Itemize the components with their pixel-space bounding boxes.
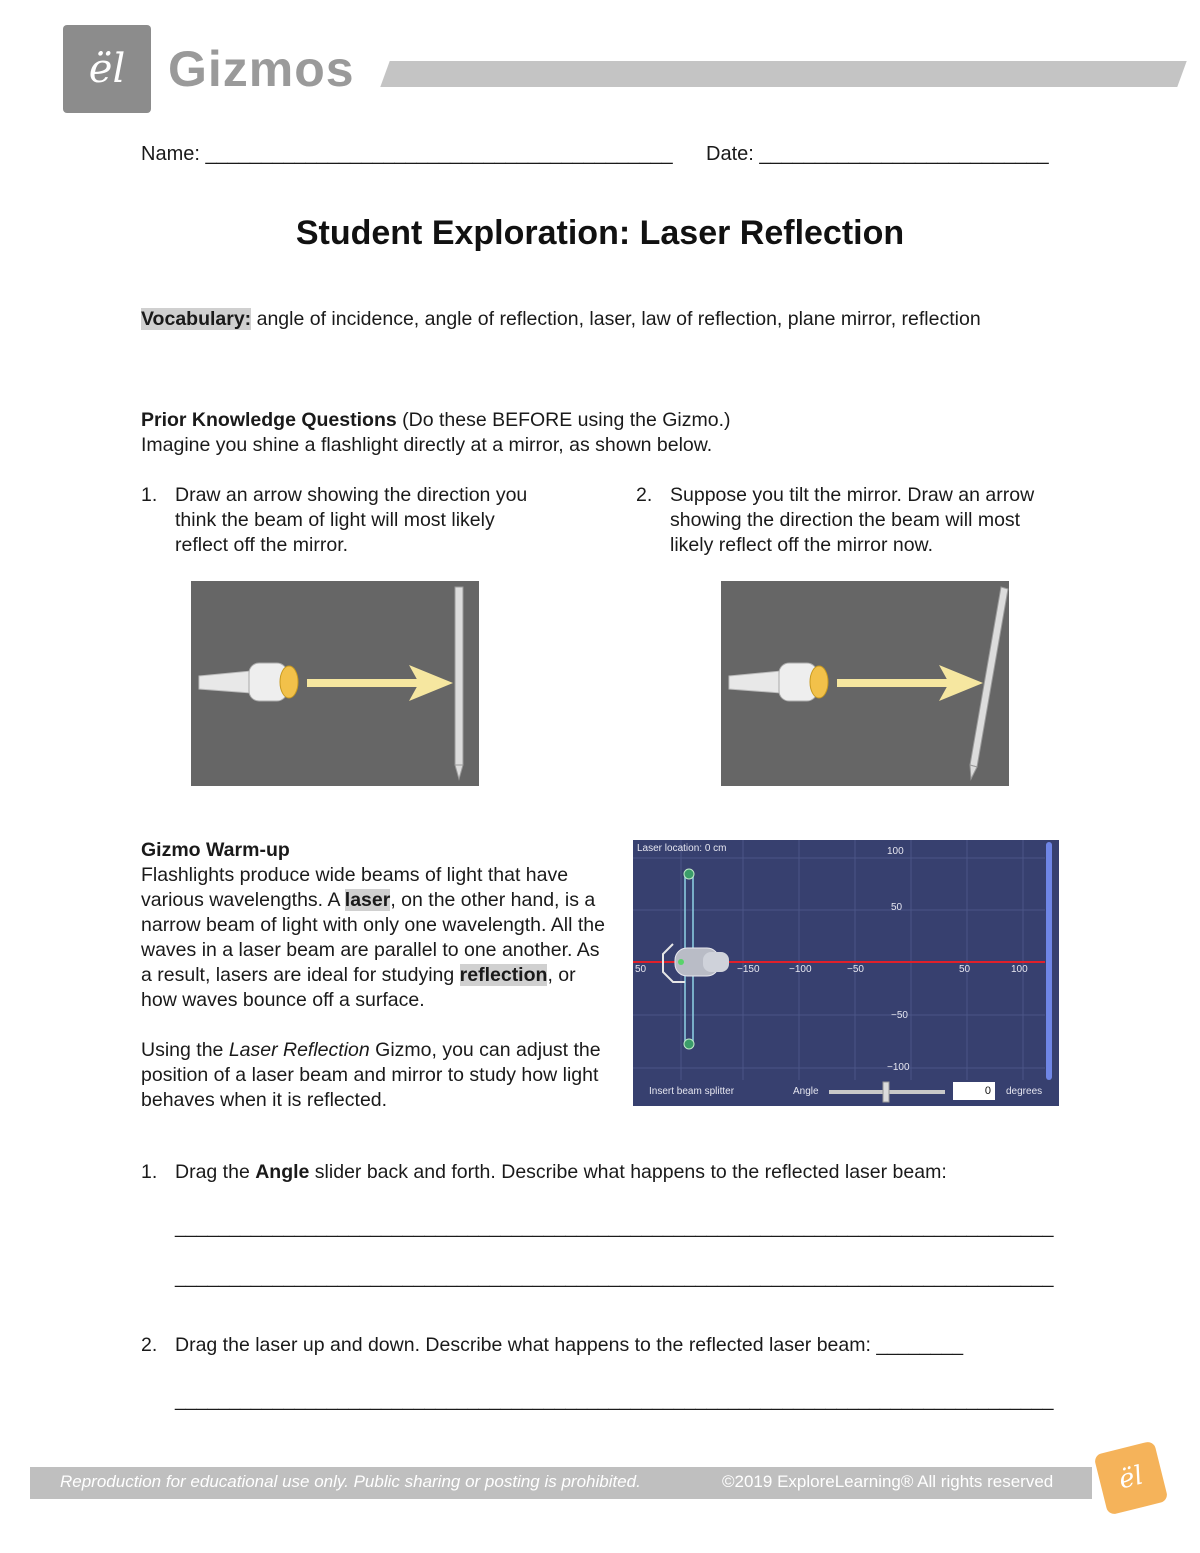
q2-answer-line[interactable]: _________________________________________________________________________________ — [175, 1389, 1054, 1411]
header-bar — [380, 61, 1186, 87]
x-tick-1: 50 — [635, 964, 647, 975]
prior-intro: Imagine you shine a flashlight directly at a mirror, as shown below. — [141, 434, 713, 456]
angle-slider[interactable] — [829, 1082, 945, 1102]
gizmos-wordmark: Gizmos — [168, 41, 355, 97]
prior-q2-number: 2. — [636, 484, 653, 506]
footer-notice: Reproduction for educational use only. Public sharing or posting is prohibited. — [60, 1472, 641, 1491]
vocabulary-label: Vocabulary: — [141, 308, 252, 330]
footer-copyright: ©2019 ExploreLearning® All rights reserved — [722, 1472, 1054, 1491]
name-field — [141, 143, 673, 166]
y-tick-50: 50 — [891, 902, 903, 913]
laser-holder[interactable] — [663, 869, 729, 1049]
vocabulary-text: angle of incidence, angle of reflection, laser, law of reflection, plane mirror, reflection — [251, 308, 981, 330]
prior-q1-text: Draw an arrow showing the direction you think the beam of light will most likely reflect off the mirror. — [175, 484, 528, 556]
warmup-question-1 — [141, 1160, 1041, 1185]
prior-heading-note: (Do these BEFORE using the Gizmo.) — [396, 409, 731, 431]
q2-text: Drag the laser up and down. Describe what happens to the reflected laser beam: ________ — [175, 1334, 964, 1356]
prior-knowledge — [141, 408, 1061, 458]
warmup-paragraph-2: Using the Laser Reflection Gizmo, you can adjust the position of a laser beam and mirror to study how light behaves when it is reflected. — [141, 1039, 601, 1111]
x-tick-5: 50 — [959, 964, 971, 975]
x-tick-4: −50 — [847, 964, 864, 975]
page-title: Student Exploration: Laser Reflection — [295, 214, 905, 252]
prior-q1-number: 1. — [141, 484, 158, 506]
angle-unit: degrees — [1006, 1086, 1043, 1097]
explorelearning-logo: ël — [63, 25, 151, 113]
angle-input[interactable]: 0 — [953, 1082, 995, 1100]
q2-number: 2. — [141, 1334, 158, 1356]
flashlight-tilted-mirror-figure — [721, 581, 1009, 786]
q1-text: Drag the Angle slider back and forth. Describe what happens to the reflected laser beam: — [175, 1161, 947, 1183]
term-reflection: reflection — [459, 964, 548, 986]
warmup-paragraph-1: Flashlights produce wide beams of light that have various wavelengths. A laser, on the other hand, is a narrow beam of light with only one wavelength. All the waves in a laser beam are parallel to one another. As a result, lasers are ideal for studying reflection, or how waves bounce off a surface. — [141, 864, 605, 1011]
footer-logo: ël — [1093, 1440, 1168, 1515]
q1-number: 1. — [141, 1161, 158, 1183]
prior-question-2 — [636, 483, 1056, 558]
q1-answer-line-1[interactable]: _________________________________________________________________________________ — [175, 1216, 1054, 1238]
x-tick-2: −150 — [737, 964, 760, 975]
laser-location-readout: Laser location: 0 cm — [637, 843, 727, 854]
x-tick-6: 100 — [1011, 964, 1028, 975]
flashlight-straight-mirror-figure — [191, 581, 479, 786]
warmup-section — [141, 838, 611, 1113]
prior-heading: Prior Knowledge Questions — [141, 409, 397, 431]
prior-question-1 — [141, 483, 541, 558]
x-tick-3: −100 — [789, 964, 812, 975]
prior-q2-text: Suppose you tilt the mirror. Draw an arrow showing the direction the beam will most likely reflect off the mirror now. — [670, 484, 1035, 556]
y-tick-neg50: −50 — [891, 1010, 908, 1021]
vocabulary — [141, 307, 1021, 332]
q1-answer-line-2[interactable]: _________________________________________________________________________________ — [175, 1266, 1054, 1288]
insert-beam-splitter-button[interactable]: Insert beam splitter — [649, 1086, 735, 1097]
warmup-heading: Gizmo Warm-up — [141, 839, 290, 861]
date-label: Date: — [706, 143, 754, 165]
warmup-question-2 — [141, 1333, 1061, 1358]
mirror[interactable] — [1046, 842, 1052, 1080]
y-tick-100: 100 — [887, 846, 904, 857]
straight-mirror — [455, 587, 463, 779]
name-line: __________________________________________ — [205, 143, 673, 165]
date-line: __________________________ — [759, 143, 1049, 165]
term-laser: laser — [344, 889, 391, 911]
gizmo-grid — [633, 840, 1059, 1106]
laser-reflection-gizmo — [633, 840, 1059, 1106]
name-label: Name: — [141, 143, 200, 165]
y-tick-neg100: −100 — [887, 1062, 910, 1073]
angle-label: Angle — [793, 1086, 819, 1097]
date-field — [706, 143, 1049, 166]
